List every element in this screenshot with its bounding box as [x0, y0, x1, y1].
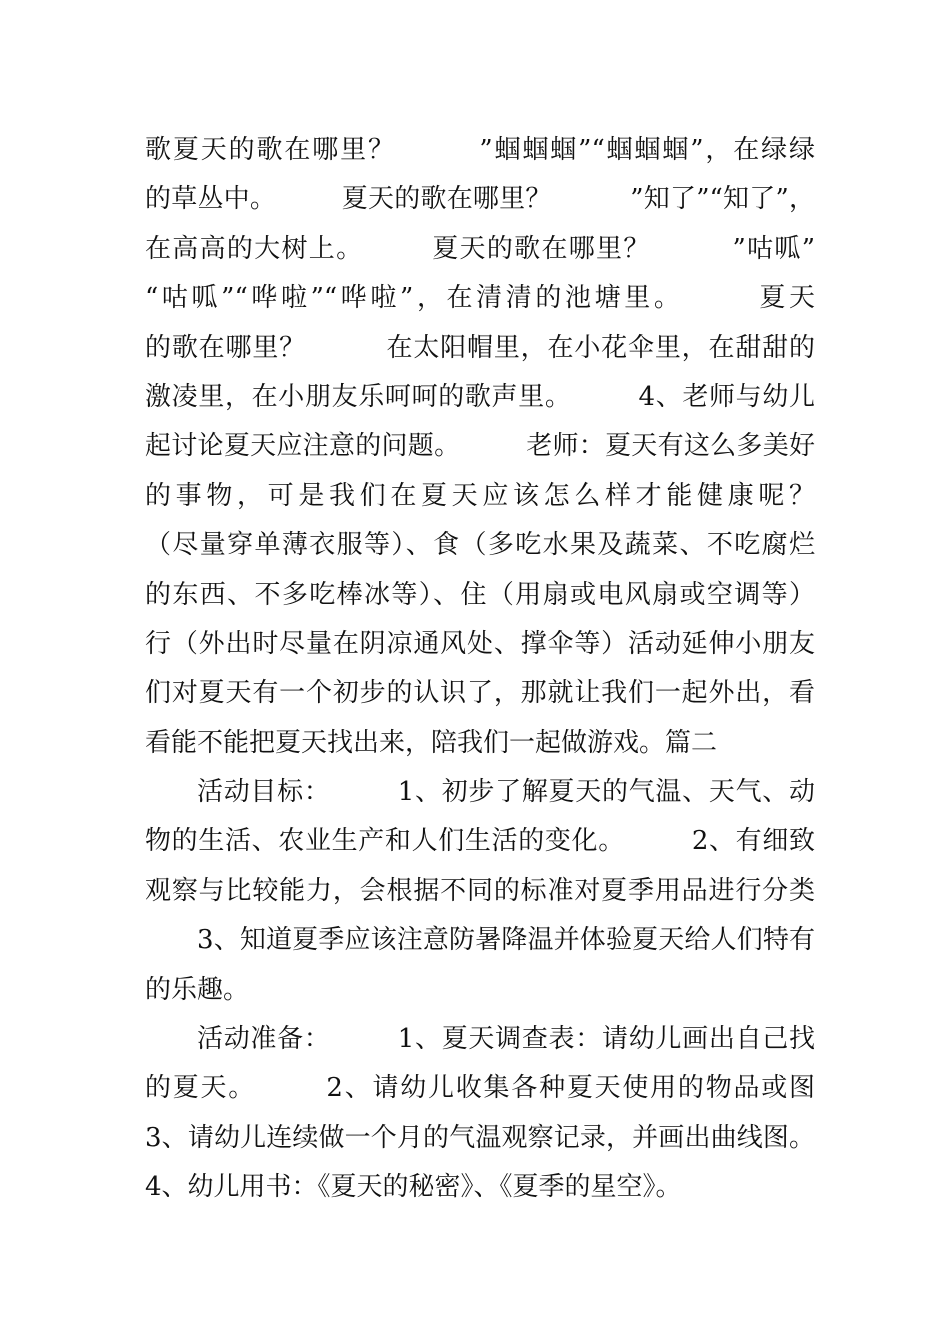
text-line: 的歌在哪里？ 在太阳帽里，在小花伞里，在甜甜的 [145, 332, 815, 363]
text-line: 3、知道夏季应该注意防暑降温并体验夏天给人们特有 [197, 925, 815, 956]
text-line: 的东西、不多吃棒冰等）、住（用扇或电风扇或空调等） [145, 579, 815, 610]
text-line: 的草丛中。 夏天的歌在哪里？ ”知了”“知了”， [145, 184, 815, 215]
text-line: 看能不能把夏天找出来，陪我们一起做游戏。篇二 [145, 727, 718, 758]
text-line: 活动目标： 1、初步了解夏天的气温、天气、动 [197, 777, 815, 808]
text-line: 起讨论夏天应注意的问题。 老师：夏天有这么多美好 [145, 431, 815, 462]
text-line: （尽量穿单薄衣服等）、食（多吃水果及蔬菜、不吃腐烂 [145, 530, 815, 561]
text-line: 观察与比较能力，会根据不同的标准对夏季用品进行分类 [145, 875, 815, 906]
text-line: 物的生活、农业生产和人们生活的变化。 2、有细致 [145, 826, 815, 857]
text-line: 4、幼儿用书：《夏天的秘密》、《夏季的星空》。 [145, 1172, 682, 1203]
text-line: 歌夏天的歌在哪里？ ”蝈蝈蝈”“蝈蝈蝈”，在绿绿 [145, 135, 815, 165]
text-line: 活动准备： 1、夏天调查表：请幼儿画出自己找 [197, 1024, 815, 1055]
text-line: 的事物，可是我们在夏天应该怎么样才能健康呢？ [145, 480, 815, 511]
body-text [145, 126, 815, 1213]
text-line: 3、请幼儿连续做一个月的气温观察记录，并画出曲线图。 [145, 1122, 815, 1153]
text-line: 的夏天。 2、请幼儿收集各种夏天使用的物品或图 [145, 1073, 815, 1104]
text-line: 们对夏天有一个初步的认识了，那就让我们一起外出，看 [145, 678, 815, 709]
text-line: 激凌里，在小朋友乐呵呵的歌声里。 4、老师与幼儿 [145, 381, 815, 412]
text-line: 的乐趣。 [145, 974, 250, 1005]
text-line: “咕呱”“哗啦”“哗啦”，在清清的池塘里。 夏天 [145, 283, 815, 314]
text-line: 在高高的大树上。 夏天的歌在哪里？ ”咕呱” [145, 233, 815, 264]
text-line: 行（外出时尽量在阴凉通风处、撑伞等）活动延伸小朋友 [145, 628, 815, 659]
